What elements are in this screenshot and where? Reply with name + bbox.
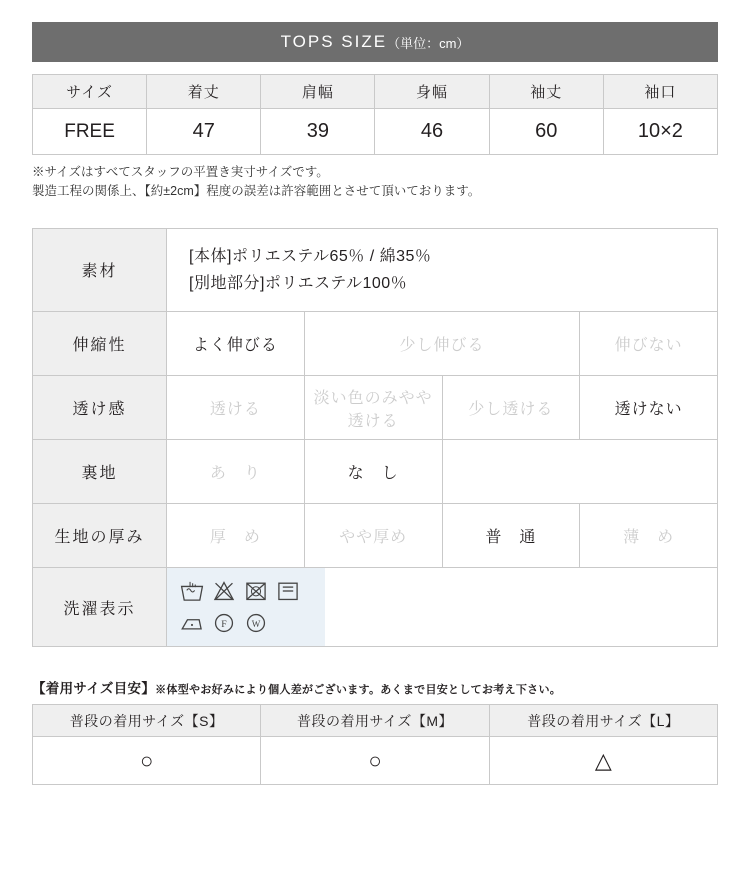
wear-size-table xyxy=(32,704,718,785)
stretch-option-0: よく伸びる xyxy=(167,312,305,376)
material-line2: [別地部分]ポリエステル100％ xyxy=(189,274,408,292)
sheerness-option-2: 少し透ける xyxy=(442,376,580,440)
spec-label-lining: 裏地 xyxy=(33,440,167,504)
spec-row-stretch xyxy=(33,312,718,376)
sheerness-option-1: 淡い色のみやや透ける xyxy=(304,376,442,440)
table-row xyxy=(33,737,718,785)
stretch-option-1: 少し伸びる xyxy=(304,312,580,376)
thickness-option-2: 普 通 xyxy=(442,504,580,568)
wear-size-heading xyxy=(32,677,718,697)
dryclean-f-icon xyxy=(211,610,237,636)
spec-label-thickness: 生地の厚み xyxy=(33,504,167,568)
wear-table-cell: ○ xyxy=(261,737,489,785)
wear-size-heading-sub: ※体型やお好みにより個人差がございます。あくまで目安としてお考え下さい。 xyxy=(155,684,562,697)
size-table-header-cell: サイズ xyxy=(33,75,147,109)
svg-text:W: W xyxy=(251,619,261,630)
wear-table-header-cell: 普段の着用サイズ【M】 xyxy=(261,705,489,737)
spec-value-material xyxy=(167,228,718,311)
size-table-cell: 39 xyxy=(261,109,375,155)
wear-table-header-cell: 普段の着用サイズ【L】 xyxy=(489,705,717,737)
thickness-option-1: やや厚め xyxy=(304,504,442,568)
size-table-header-cell: 袖丈 xyxy=(489,75,603,109)
stretch-option-2: 伸びない xyxy=(580,312,718,376)
size-table-header-cell: 身幅 xyxy=(375,75,489,109)
size-table-cell: 60 xyxy=(489,109,603,155)
spec-value-washing xyxy=(167,568,718,647)
spec-row-material xyxy=(33,228,718,311)
washing-symbols-group xyxy=(167,568,325,646)
drip-dry-flat-icon xyxy=(275,578,301,604)
spec-row-lining xyxy=(33,440,718,504)
spec-row-thickness xyxy=(33,504,718,568)
size-table xyxy=(32,74,718,155)
sheerness-option-3: 透けない xyxy=(580,376,718,440)
size-table-cell: 10×2 xyxy=(603,109,717,155)
size-table-header-cell: 着丈 xyxy=(147,75,261,109)
table-row xyxy=(33,109,718,155)
spec-table xyxy=(32,228,718,647)
lining-option-2 xyxy=(442,440,718,504)
spec-row-washing xyxy=(33,568,718,647)
no-tumble-dry-icon xyxy=(243,578,269,604)
page-title-unit: （単位：cm） xyxy=(387,35,470,51)
wear-table-header-cell: 普段の着用サイズ【S】 xyxy=(33,705,261,737)
size-table-header-cell: 肩幅 xyxy=(261,75,375,109)
sheerness-option-0: 透ける xyxy=(167,376,305,440)
material-line1: [本体]ポリエステル65％ / 綿35％ xyxy=(189,247,432,265)
size-table-header-row xyxy=(33,75,718,109)
spec-label-material: 素材 xyxy=(33,228,167,311)
size-table-header-cell: 袖口 xyxy=(603,75,717,109)
size-note-line1: ※サイズはすべてスタッフの平置き実寸サイズです。 xyxy=(32,165,329,179)
svg-text:F: F xyxy=(221,619,227,631)
wear-table-header-row xyxy=(33,705,718,737)
wear-table-cell: △ xyxy=(489,737,717,785)
page-title-text: TOPS SIZE xyxy=(280,32,388,51)
wear-table-cell: ○ xyxy=(33,737,261,785)
no-bleach-icon xyxy=(211,578,237,604)
thickness-option-3: 薄 め xyxy=(580,504,718,568)
washing-symbols-row-2 xyxy=(179,610,317,636)
size-table-cell: 47 xyxy=(147,109,261,155)
spec-label-stretch: 伸縮性 xyxy=(33,312,167,376)
iron-low-icon xyxy=(179,610,205,636)
spec-row-sheerness xyxy=(33,376,718,440)
size-table-cell: FREE xyxy=(33,109,147,155)
size-note-line2: 製造工程の関係上、【約±2cm】程度の誤差は許容範囲とさせて頂いております。 xyxy=(32,184,481,199)
lining-option-0: あ り xyxy=(167,440,305,504)
wetclean-w-icon xyxy=(243,610,269,636)
thickness-option-0: 厚 め xyxy=(167,504,305,568)
size-note xyxy=(32,163,718,202)
page-title xyxy=(32,22,718,62)
spec-label-sheerness: 透け感 xyxy=(33,376,167,440)
spec-label-washing: 洗濯表示 xyxy=(33,568,167,647)
size-spec-page xyxy=(0,22,750,875)
washing-symbols-row-1 xyxy=(179,578,317,604)
wear-size-heading-main: 【着用サイズ目安】 xyxy=(32,681,156,697)
hand-wash-icon xyxy=(179,578,205,604)
size-table-cell: 46 xyxy=(375,109,489,155)
lining-option-1: な し xyxy=(304,440,442,504)
